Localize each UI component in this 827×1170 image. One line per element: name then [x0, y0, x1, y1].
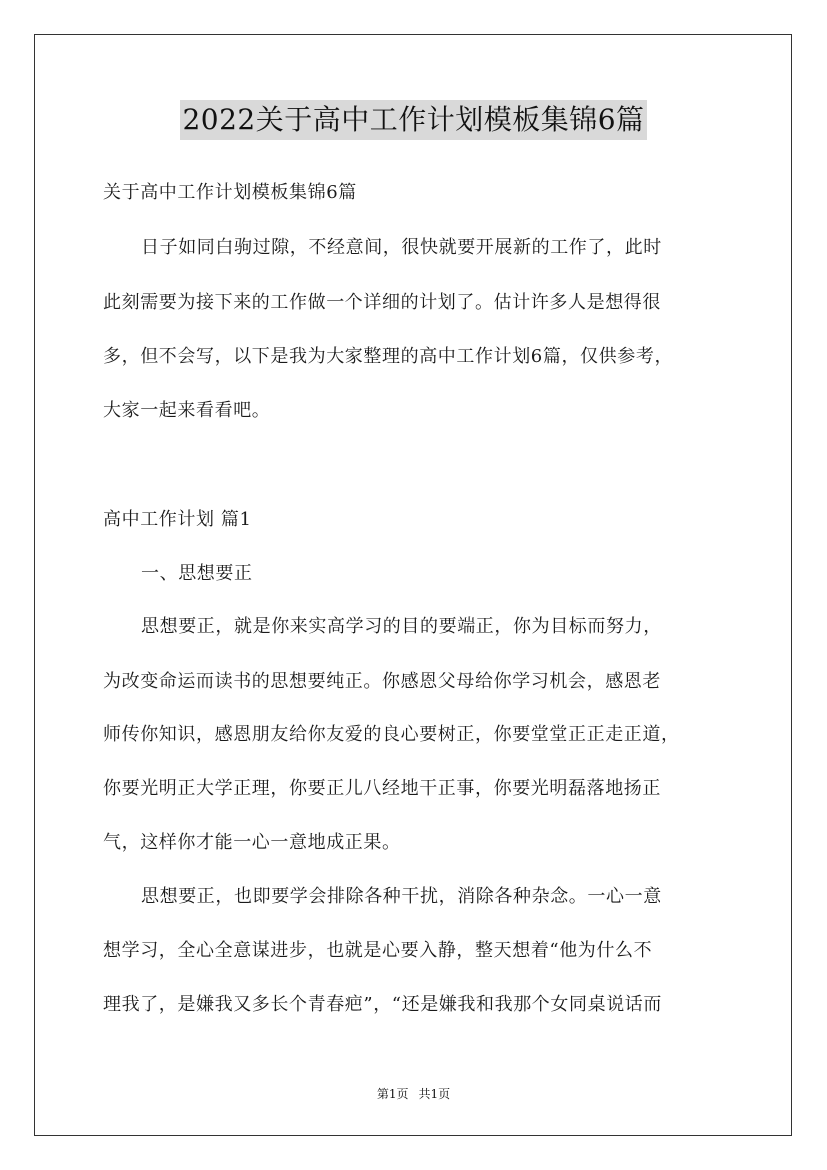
document-title: 2022关于高中工作计划模板集锦6篇 — [180, 100, 646, 140]
paragraph-line: 大家一起来看看吧。 — [103, 400, 271, 421]
paragraph-line: 日子如同白驹过隙，不经意间，很快就要开展新的工作了，此时 — [141, 237, 662, 258]
paragraph-line: 你要光明正大学正理，你要正儿八经地干正事，你要光明磊落地扬正 — [103, 778, 661, 799]
paragraph-line: 思想要正，也即要学会排除各种干扰，消除各种杂念。一心一意 — [141, 886, 662, 907]
subsection-heading: 一、思想要正 — [141, 563, 253, 584]
page-number: 第1页 — [376, 1087, 409, 1101]
paragraph-line: 为改变命运而读书的思想要纯正。你感恩父母给你学习机会，感恩老 — [103, 671, 661, 692]
paragraph-line: 气，这样你才能一心一意地成正果。 — [103, 832, 401, 853]
paragraph-line: 理我了，是嫌我又多长个青春疤”，“还是嫌我和我那个女同桌说话而 — [103, 994, 663, 1015]
paragraph-line: 想学习，全心全意谋进步，也就是心要入静，整天想着“他为什么不 — [103, 940, 653, 961]
section-heading: 高中工作计划 篇1 — [103, 509, 252, 530]
paragraph-line: 师传你知识，感恩朋友给你友爱的良心要树正，你要堂堂正正走正道， — [103, 724, 680, 745]
title-container — [0, 100, 827, 140]
page-total: 共1页 — [418, 1087, 451, 1101]
paragraph-line: 此刻需要为接下来的工作做一个详细的计划了。估计许多人是想得很 — [103, 292, 661, 313]
page-footer — [0, 1086, 827, 1102]
subtitle-line: 关于高中工作计划模板集锦6篇 — [103, 182, 357, 203]
paragraph-line: 思想要正，就是你来实高学习的目的要端正，你为目标而努力， — [141, 616, 662, 637]
paragraph-line: 多，但不会写，以下是我为大家整理的高中工作计划6篇，仅供参考， — [103, 346, 674, 367]
